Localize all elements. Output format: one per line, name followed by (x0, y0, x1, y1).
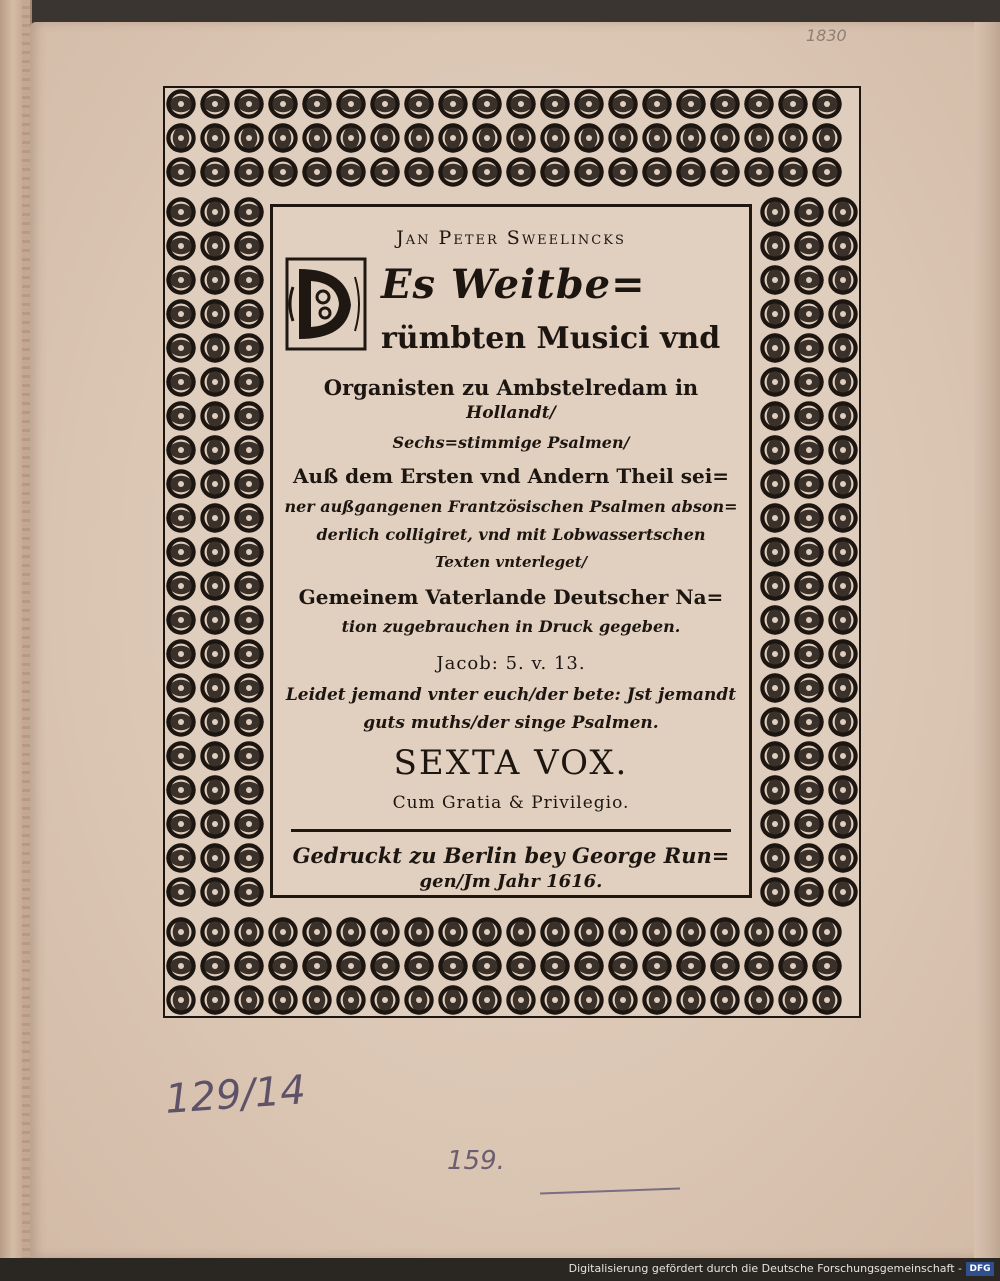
voice-part: SEXTA VOX. (393, 743, 629, 783)
text-line-8: derlich colligiret, vnd mit Lobwassertschen (316, 525, 706, 544)
text-line-11: tion zugebrauchen in Druck gegeben. (341, 617, 681, 636)
bible-reference: Jacob: 5. v. 13. (436, 653, 586, 674)
author-line: Jan Peter Sweelincks (396, 227, 626, 249)
text-line-7: ner außgangenen Frantzösischen Psalmen abson= (284, 497, 738, 516)
footer-bar (0, 1258, 1000, 1281)
handwritten-note-1: 129/14 (163, 1067, 308, 1123)
text-line-4: Hollandt/ (466, 403, 556, 423)
title-line-2: rümbten Musici vnd (381, 321, 721, 356)
handwritten-note-2: 159. (447, 1146, 505, 1176)
text-line-10: Gemeinem Vaterlande Deutscher Na= (298, 585, 724, 609)
text-line-9: Texten vnterleget/ (434, 553, 588, 571)
page-right-edge (974, 22, 1000, 1258)
title-panel (270, 204, 752, 898)
text-line-6: Auß dem Ersten vnd Andern Theil sei= (292, 464, 730, 488)
quote-line-1: Leidet jemand vnter euch/der bete: Jst jemandt (285, 685, 737, 705)
text-line-3: Organisten zu Ambstelredam in (323, 375, 699, 400)
privilege-line: Cum Gratia & Privilegio. (392, 793, 630, 813)
imprint-line-2: gen/Jm Jahr 1616. (419, 871, 603, 892)
decorated-initial-d (285, 257, 367, 351)
footer-credit: Digitalisierung gefördert durch die Deutsche Forschungsgemeinschaft - (568, 1262, 962, 1275)
dfg-logo: DFG (966, 1262, 994, 1276)
shelf-mark: 1830 (806, 26, 847, 45)
title-line-1: Es Weitbe= (381, 261, 646, 308)
imprint-line-1: Gedruckt zu Berlin bey George Run= (292, 843, 730, 868)
book-spine (22, 0, 30, 1258)
divider-rule (291, 829, 731, 832)
text-line-5: Sechs=stimmige Psalmen/ (392, 433, 630, 452)
quote-line-2: guts muths/der singe Psalmen. (363, 713, 659, 733)
